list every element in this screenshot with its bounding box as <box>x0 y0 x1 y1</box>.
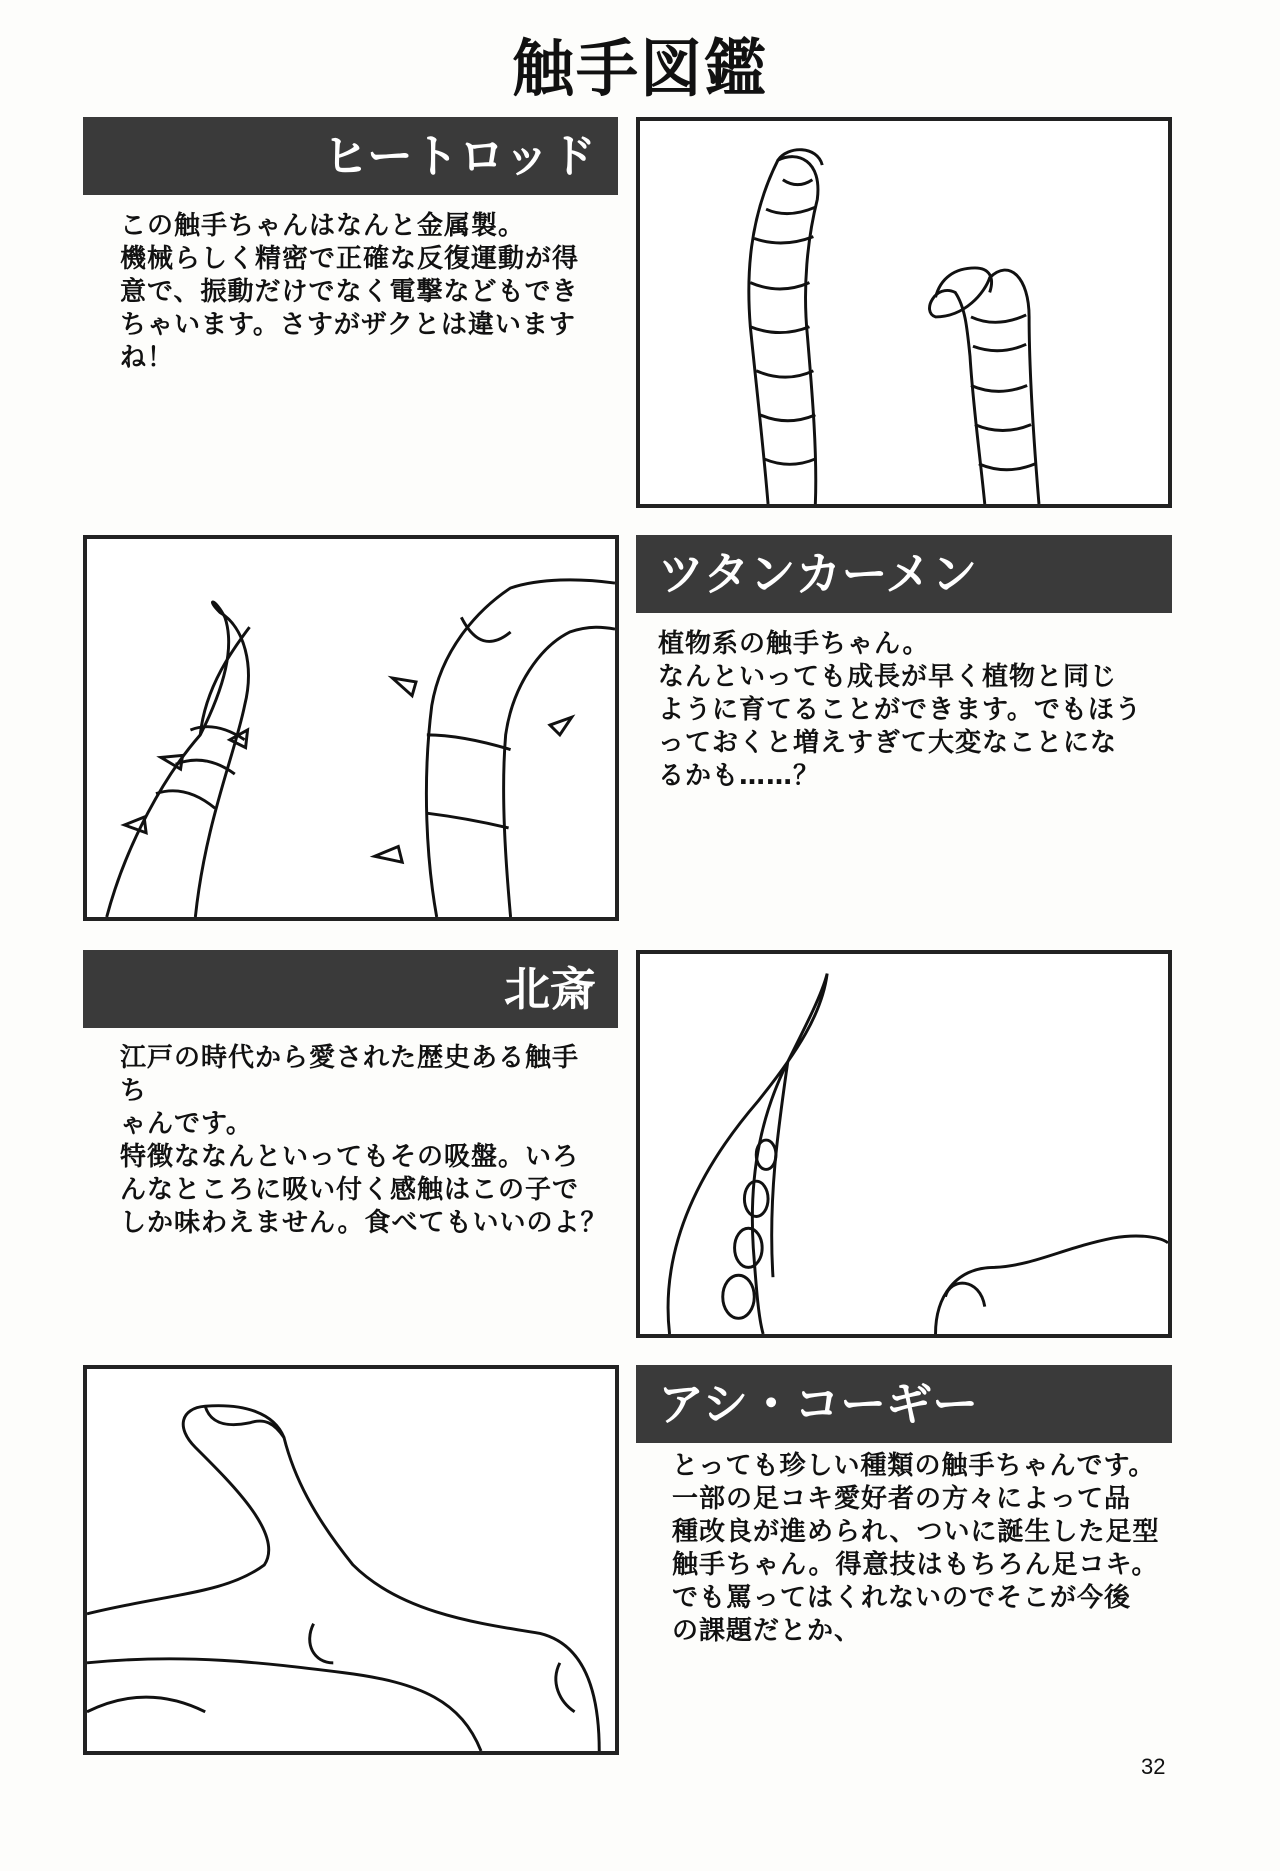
vine-tentacle-illustration <box>87 539 615 917</box>
page-title: 触手図鑑 <box>511 32 768 105</box>
octopus-tentacle-illustration <box>640 954 1168 1334</box>
entry-heading-ashi-corgi: アシ・コーギー <box>636 1365 1172 1443</box>
entry-description-heat-rod: この触手ちゃんはなんと金属製。 機械らしく精密で正確な反復運動が得 意で、振動だけでなく電撃などもでき ちゃいます。さすがザクとは違います ね！ <box>120 211 580 373</box>
page-number: 32 <box>1141 1754 1166 1779</box>
illustration-panel-hokusai <box>636 950 1172 1338</box>
entry-heading-tutankhamun: ツタンカーメン <box>636 535 1172 613</box>
illustration-panel-heat-rod <box>636 117 1172 508</box>
entry-heading-hokusai: 北斎 <box>83 950 618 1028</box>
entry-description-ashi-corgi: とっても珍しい種類の触手ちゃんです。 一部の足コキ愛好者の方々によって品 種改良が進められ、ついに誕生した足型 触手ちゃん。得意技はもちろん足コキ。 でも罵ってはくれないのでそこが今後 の課題だとか、 <box>672 1451 1160 1646</box>
metal-tentacle-illustration <box>640 121 1168 504</box>
entry-description-tutankhamun: 植物系の触手ちゃん。 なんといっても成長が早く植物と同じ ように育てることができます。でもほう っておくと増えすぎて大変なことにな るかも……？ <box>658 629 1142 791</box>
entry-description-hokusai: 江戸の時代から愛された歴史ある触手 ち ゃんです。 特徴ななんといってもその吸盤。いろ んなところに吸い付く感触はこの子で しか味わえません。食べてもいいのよ？ <box>120 1043 608 1238</box>
foot-tentacle-illustration <box>87 1369 615 1751</box>
illustration-panel-ashi-corgi <box>83 1365 619 1755</box>
illustration-panel-tutankhamun <box>83 535 619 921</box>
entry-heading-heat-rod: ヒートロッド <box>83 117 618 195</box>
